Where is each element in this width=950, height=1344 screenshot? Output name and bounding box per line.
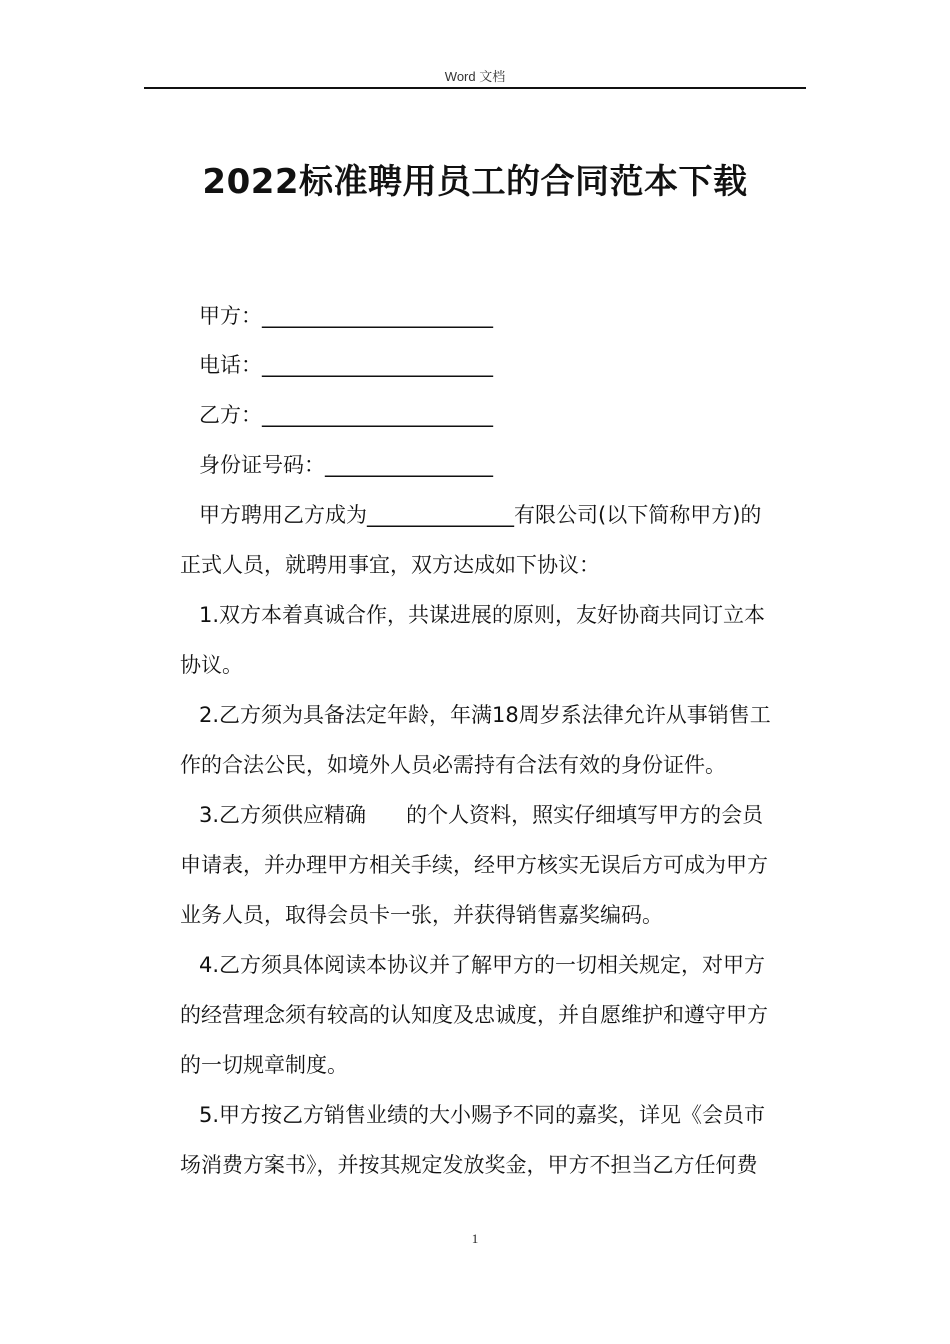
paragraph-line: 申请表，并办理甲方相关手续，经甲方核实无误后方可成为甲方 xyxy=(180,853,768,877)
field-phone: 电话：______________________ xyxy=(199,353,493,377)
header-divider xyxy=(144,87,806,89)
paragraph-line: 的经营理念须有较高的认知度及忠诚度，并自愿维护和遵守甲方 xyxy=(180,1003,768,1027)
field-party-a: 甲方：______________________ xyxy=(199,304,493,328)
paragraph-line: 作的合法公民，如境外人员必需持有合法有效的身份证件。 xyxy=(180,753,726,777)
paragraph-line: 协议。 xyxy=(180,653,243,677)
paragraph-line: 2.乙方须为具备法定年龄，年满18周岁系法律允许从事销售工 xyxy=(199,703,771,727)
field-id-number: 身份证号码：________________ xyxy=(199,453,493,477)
field-party-b: 乙方：______________________ xyxy=(199,403,493,427)
paragraph-line: 场消费方案书》，并按其规定发放奖金，甲方不担当乙方任何费 xyxy=(180,1153,758,1177)
paragraph-line: 甲方聘用乙方成为______________有限公司(以下简称甲方)的 xyxy=(199,503,762,527)
paragraph-line: 4.乙方须具体阅读本协议并了解甲方的一切相关规定，对甲方 xyxy=(199,953,766,977)
page-header-label: Word 文档 xyxy=(444,69,506,84)
paragraph-line: 的一切规章制度。 xyxy=(180,1053,348,1077)
paragraph-line: 1.双方本着真诚合作，共谋进展的原则，友好协商共同订立本 xyxy=(199,603,766,627)
paragraph-line: 正式人员，就聘用事宜，双方达成如下协议： xyxy=(180,553,600,577)
paragraph-line: 5.甲方按乙方销售业绩的大小赐予不同的嘉奖，详见《会员市 xyxy=(199,1103,766,1127)
page-number: 1 xyxy=(471,1231,479,1246)
paragraph-line: 业务人员，取得会员卡一张，并获得销售嘉奖编码。 xyxy=(180,903,663,927)
paragraph-line: 3.乙方须供应精确 的个人资料，照实仔细填写甲方的会员 xyxy=(199,803,764,827)
document-title: 2022标准聘用员工的合同范本下载 xyxy=(202,162,748,202)
